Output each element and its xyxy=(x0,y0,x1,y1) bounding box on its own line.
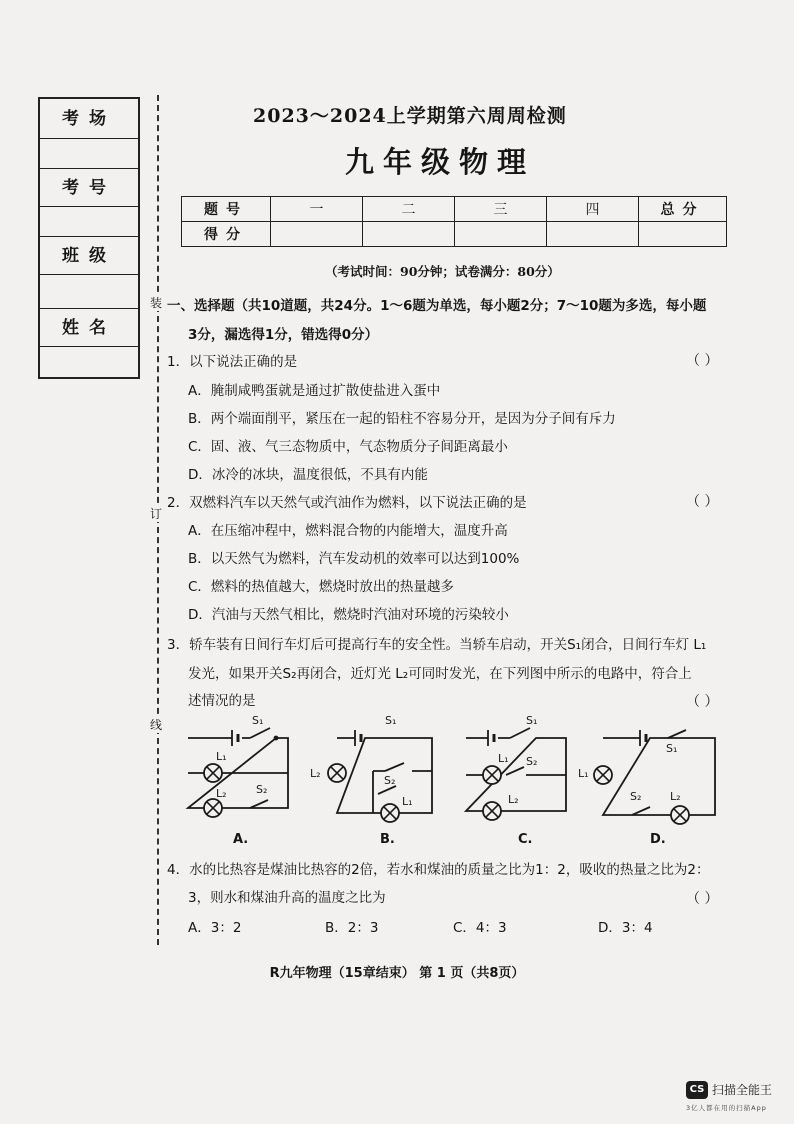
q4-line1: 4．水的比热容是煤油比热容的2倍，若水和煤油的质量之比为1：2，吸收的热量之比为2： xyxy=(167,862,710,878)
circuit-b xyxy=(328,730,432,822)
circuit-b-l2: L₂ xyxy=(310,767,321,780)
q2-option-c: C．燃料的热值越大，燃烧时放出的热量越多 xyxy=(188,579,454,595)
q3-line2: 发光，如果开关S₂再闭合，近灯光 L₂可同时发光，在下列图中所示的电路中，符合上 xyxy=(188,666,692,682)
section1-heading-line1: 一、选择题（共10道题，共24分。1～6题为单选，每小题2分；7～10题为多选，每小题 xyxy=(167,298,707,314)
q2-option-a: A．在压缩冲程中，燃料混合物的内能增大，温度升高 xyxy=(188,523,508,539)
camscanner-logo-icon: CS xyxy=(686,1081,708,1099)
student-info-box xyxy=(38,97,140,379)
q1-option-c: C．固、液、气三态物质中，气态物质分子间距离最小 xyxy=(188,439,508,455)
circuit-c xyxy=(466,728,566,820)
circuit-d-l2: L₂ xyxy=(670,790,681,803)
section1-heading-line2: 3分，漏选得1分，错选得0分） xyxy=(188,327,379,343)
q2-option-d: D．汽油与天然气相比，燃烧时汽油对环境的污染较小 xyxy=(188,607,509,623)
score-cell-2 xyxy=(363,222,455,247)
circuit-c-l2: L₂ xyxy=(508,793,519,806)
circuit-d-label: D. xyxy=(650,832,666,847)
q4-option-c: C．4：3 xyxy=(453,920,507,936)
exam-title: 2023～2024上学期第六周周检测 xyxy=(253,105,567,127)
score-col-total: 总分 xyxy=(639,197,727,222)
binding-mark-xian: 线 xyxy=(146,716,166,733)
score-cell-total xyxy=(639,222,727,247)
name-label: 姓名 xyxy=(40,309,138,347)
score-col-4: 四 xyxy=(547,197,639,222)
q1-stem: 1．以下说法正确的是 xyxy=(167,354,298,370)
class-label: 班级 xyxy=(40,237,138,275)
q2-stem: 2．双燃料汽车以天然气或汽油作为燃料，以下说法正确的是 xyxy=(167,495,527,511)
subject-title: 九年级物理 xyxy=(345,145,536,179)
circuit-c-l1: L₁ xyxy=(498,752,509,765)
circuit-d xyxy=(594,730,715,824)
camscanner-name: 扫描全能王 xyxy=(712,1083,773,1097)
circuit-a-l1: L₁ xyxy=(216,750,227,763)
q2-answer-paren: （ ） xyxy=(686,494,719,510)
score-col-2: 二 xyxy=(363,197,455,222)
circuit-a-s2: S₂ xyxy=(256,783,268,796)
q1-option-a: A．腌制咸鸭蛋就是通过扩散使盐进入蛋中 xyxy=(188,383,441,399)
q3-answer-paren: （ ） xyxy=(686,694,719,710)
exam-number-field xyxy=(40,207,138,237)
camscanner-tagline: 3亿人都在用的扫描App xyxy=(686,1104,767,1112)
q4-option-a: A．3：2 xyxy=(188,920,242,936)
q2-option-b: B．以天然气为燃料，汽车发动机的效率可以达到100% xyxy=(188,551,520,567)
q1-option-b: B．两个端面削平，紧压在一起的铅柱不容易分开，是因为分子间有斥力 xyxy=(188,411,616,427)
name-field xyxy=(40,347,138,377)
circuit-d-s2: S₂ xyxy=(630,790,642,803)
exam-meta: （考试时间：90分钟；试卷满分：80分） xyxy=(325,264,560,279)
q1-option-d: D．冰冷的冰块，温度很低，不具有内能 xyxy=(188,467,428,483)
q3-circuit-diagrams xyxy=(170,705,730,855)
exam-number-label: 考号 xyxy=(40,169,138,207)
circuit-b-l1: L₁ xyxy=(402,795,413,808)
score-cell-3 xyxy=(455,222,547,247)
q4-option-b: B．2：3 xyxy=(325,920,379,936)
score-table-row-label: 得分 xyxy=(182,222,271,247)
q4-answer-paren: （ ） xyxy=(686,891,719,907)
circuit-d-l1: L₁ xyxy=(578,767,589,780)
circuit-a-l2: L₂ xyxy=(216,787,227,800)
score-col-3: 三 xyxy=(455,197,547,222)
circuit-a xyxy=(188,728,288,817)
binding-mark-ding: 订 xyxy=(146,505,166,522)
score-cell-1 xyxy=(271,222,363,247)
exam-room-label: 考场 xyxy=(40,99,138,139)
score-table xyxy=(181,196,727,247)
q4-option-d: D．3：4 xyxy=(598,920,653,936)
circuit-d-s1: S₁ xyxy=(666,742,678,755)
q4-line2: 3，则水和煤油升高的温度之比为 xyxy=(188,890,386,906)
circuit-b-s2: S₂ xyxy=(384,774,396,787)
score-col-1: 一 xyxy=(271,197,363,222)
circuit-c-label: C. xyxy=(518,832,533,847)
exam-room-field xyxy=(40,139,138,169)
page-footer: R九年物理（15章结束） 第 1 页（共8页） xyxy=(269,966,525,981)
class-field xyxy=(40,275,138,309)
score-table-header-label: 题号 xyxy=(182,197,271,222)
circuit-b-s1: S₁ xyxy=(385,714,397,727)
score-cell-4 xyxy=(547,222,639,247)
binding-mark-zhuang: 装 xyxy=(146,294,166,311)
circuit-a-s1: S₁ xyxy=(252,714,264,727)
circuit-a-label: A. xyxy=(233,832,249,847)
circuit-c-s2: S₂ xyxy=(526,755,538,768)
circuit-c-s1: S₁ xyxy=(526,714,538,727)
circuit-b-label: B. xyxy=(380,832,395,847)
q3-line1: 3．轿车装有日间行车灯后可提高行车的安全性。当轿车启动，开关S₁闭合，日间行车灯 L₁ xyxy=(167,637,707,653)
q3-line3: 述情况的是 xyxy=(188,693,256,709)
q1-answer-paren: （ ） xyxy=(686,353,719,369)
